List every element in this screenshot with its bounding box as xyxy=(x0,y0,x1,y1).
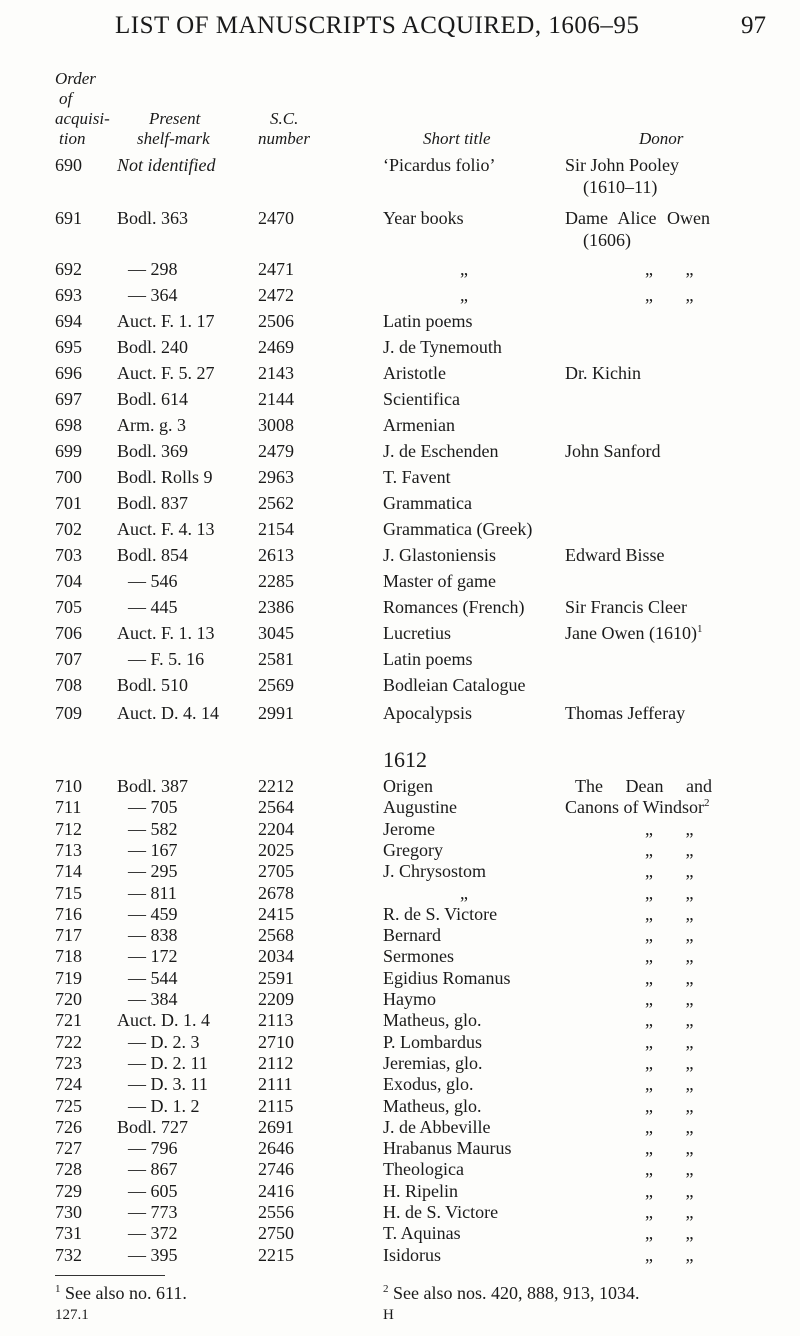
short-title: T. Favent xyxy=(383,467,451,487)
shelf-mark: — D. 2. 11 xyxy=(128,1053,208,1073)
table-row xyxy=(0,568,800,594)
short-title: Gregory xyxy=(383,840,443,860)
sc-number: 2113 xyxy=(258,1010,294,1030)
short-title: Theologica xyxy=(383,1159,464,1179)
shelf-mark: — 172 xyxy=(128,946,178,966)
order-number: 718 xyxy=(55,946,82,966)
sc-number: 2562 xyxy=(258,493,294,513)
shelf-mark: — 867 xyxy=(128,1159,178,1179)
order-number: 726 xyxy=(55,1117,82,1137)
donor: Thomas Jefferay xyxy=(565,703,686,723)
order-number: 713 xyxy=(55,840,82,860)
donor: „ „ xyxy=(645,861,694,881)
sc-number: 2416 xyxy=(258,1181,294,1201)
order-number: 715 xyxy=(55,883,82,903)
order-number: 690 xyxy=(55,155,82,175)
shelf-heading-line: shelf-mark xyxy=(137,129,210,148)
shelf-mark: — 395 xyxy=(128,1245,178,1265)
sc-heading xyxy=(258,109,310,149)
donor: Jane Owen (1610) xyxy=(565,623,697,643)
shelf-mark: Not identified xyxy=(117,155,216,175)
table-row xyxy=(0,700,800,726)
order-number: 703 xyxy=(55,545,82,565)
shelf-mark: — 796 xyxy=(128,1138,178,1158)
order-number: 706 xyxy=(55,623,82,643)
order-number: 698 xyxy=(55,415,82,435)
shelf-mark: — 167 xyxy=(128,840,178,860)
order-number: 705 xyxy=(55,597,82,617)
sc-number: 2991 xyxy=(258,703,294,723)
short-title: R. de S. Victore xyxy=(383,904,498,924)
order-number: 710 xyxy=(55,776,82,796)
order-number: 722 xyxy=(55,1032,82,1052)
short-title: Aristotle xyxy=(383,363,446,383)
shelf-mark: — 384 xyxy=(128,989,178,1009)
donor: „ „ xyxy=(645,904,694,924)
footnote-mark: 2 xyxy=(383,1283,389,1295)
shelf-mark: — 298 xyxy=(128,259,178,279)
short-title: J. Glastoniensis xyxy=(383,545,497,565)
short-title: Grammatica xyxy=(383,493,472,513)
table-row xyxy=(0,464,800,490)
sc-number: 2581 xyxy=(258,649,294,669)
signature-mark: 127.1 xyxy=(55,1307,89,1323)
footnote-mark: 1 xyxy=(55,1283,61,1295)
short-title: Hrabanus Maurus xyxy=(383,1138,512,1158)
short-title: Exodus, glo. xyxy=(383,1074,474,1094)
shelf-mark: Bodl. 363 xyxy=(117,208,189,228)
table-row xyxy=(0,646,800,672)
sc-number: 2591 xyxy=(258,968,294,988)
sc-number: 2144 xyxy=(258,389,294,409)
shelf-mark: — 838 xyxy=(128,925,178,945)
donor: „ „ xyxy=(645,1053,694,1073)
donor: „ „ xyxy=(645,1245,694,1265)
donor: Edward Bisse xyxy=(565,545,665,565)
order-number: 700 xyxy=(55,467,82,487)
short-title: „ xyxy=(460,285,468,305)
table-row xyxy=(0,334,800,360)
donor: Dame Alice Owen xyxy=(565,208,710,228)
order-number: 699 xyxy=(55,441,82,461)
short-title: Armenian xyxy=(383,415,455,435)
order-heading xyxy=(55,69,110,149)
donor: „ „ xyxy=(645,968,694,988)
table-row xyxy=(0,360,800,386)
short-title: J. de Abbeville xyxy=(383,1117,491,1137)
sc-number: 2034 xyxy=(258,946,294,966)
order-number: 694 xyxy=(55,311,82,331)
order-number: 714 xyxy=(55,861,82,881)
short-title: H. de S. Victore xyxy=(383,1202,499,1222)
short-title: Matheus, glo. xyxy=(383,1096,482,1116)
short-title: Latin poems xyxy=(383,311,473,331)
short-title: Isidorus xyxy=(383,1245,441,1265)
order-number: 725 xyxy=(55,1096,82,1116)
donor: „ „ xyxy=(645,946,694,966)
sc-number: 2705 xyxy=(258,861,294,881)
order-number: 729 xyxy=(55,1181,82,1201)
sc-number: 2415 xyxy=(258,904,294,924)
order-number: 719 xyxy=(55,968,82,988)
table-row xyxy=(0,1242,800,1268)
table-row xyxy=(0,386,800,412)
title-heading: Short title xyxy=(423,129,491,148)
table-row xyxy=(0,516,800,542)
sc-number: 2613 xyxy=(258,545,294,565)
shelf-mark: Bodl. 510 xyxy=(117,675,189,695)
short-title: Sermones xyxy=(383,946,454,966)
shelf-mark: Bodl. 837 xyxy=(117,493,189,513)
short-title: Latin poems xyxy=(383,649,473,669)
short-title: Bodleian Catalogue xyxy=(383,675,526,695)
sc-number: 2646 xyxy=(258,1138,294,1158)
short-title: Grammatica (Greek) xyxy=(383,519,533,539)
donor: „ „ xyxy=(645,883,694,903)
page-number: 97 xyxy=(741,12,766,39)
sc-number: 2212 xyxy=(258,776,294,796)
shelf-mark: Bodl. 614 xyxy=(117,389,189,409)
donor: „ „ xyxy=(645,1181,694,1201)
donor-heading: Donor xyxy=(639,129,684,148)
sc-number: 2215 xyxy=(258,1245,294,1265)
gathering-letter: H xyxy=(383,1307,394,1323)
shelf-mark: Auct. F. 5. 27 xyxy=(117,363,215,383)
donor-continuation: (1610–11) xyxy=(583,177,658,197)
table-row xyxy=(0,620,800,646)
short-title: Apocalypsis xyxy=(383,703,472,723)
sc-number: 2472 xyxy=(258,285,294,305)
donor: „ „ xyxy=(645,989,694,1009)
short-title: Matheus, glo. xyxy=(383,1010,482,1030)
donor: „ „ xyxy=(645,1010,694,1030)
sc-number: 2285 xyxy=(258,571,294,591)
short-title: Bernard xyxy=(383,925,441,945)
table-row xyxy=(0,438,800,464)
footnote-2 xyxy=(383,1280,640,1306)
order-number: 730 xyxy=(55,1202,82,1222)
shelf-mark: Auct. F. 1. 13 xyxy=(117,623,215,643)
donor: „ „ xyxy=(645,1096,694,1116)
shelf-mark: Bodl. 240 xyxy=(117,337,189,357)
donor: Canons of Windsor xyxy=(565,797,704,817)
shelf-mark: Arm. g. 3 xyxy=(117,415,186,435)
page-header xyxy=(0,8,800,48)
sc-number: 2556 xyxy=(258,1202,294,1222)
running-title: LIST OF MANUSCRIPTS ACQUIRED, 1606–95 xyxy=(115,12,640,39)
order-number: 731 xyxy=(55,1223,82,1243)
short-title: Haymo xyxy=(383,989,436,1009)
order-number: 708 xyxy=(55,675,82,695)
short-title: H. Ripelin xyxy=(383,1181,458,1201)
donor: Sir John Pooley xyxy=(565,155,680,175)
sc-number: 2750 xyxy=(258,1223,294,1243)
shelf-mark: — 459 xyxy=(128,904,178,924)
sc-heading-line: S.C. xyxy=(270,109,299,128)
shelf-mark: — 445 xyxy=(128,597,178,617)
order-number: 711 xyxy=(55,797,82,817)
order-number: 721 xyxy=(55,1010,82,1030)
sc-number: 2469 xyxy=(258,337,294,357)
order-heading-line: tion xyxy=(59,129,86,148)
donor: „ „ xyxy=(645,1138,694,1158)
shelf-mark: — F. 5. 16 xyxy=(128,649,205,669)
sc-number: 2471 xyxy=(258,259,294,279)
order-number: 732 xyxy=(55,1245,82,1265)
order-number: 702 xyxy=(55,519,82,539)
footnote-mark: 2 xyxy=(703,797,710,809)
year-heading: 1612 xyxy=(383,747,427,772)
donor: „ „ xyxy=(645,819,694,839)
footnote-text: See also no. 611. xyxy=(65,1283,187,1303)
sc-number: 2568 xyxy=(258,925,294,945)
order-number: 709 xyxy=(55,703,82,723)
shelf-mark: Bodl. 727 xyxy=(117,1117,189,1137)
table-row xyxy=(0,594,800,620)
donor: The Dean and xyxy=(575,776,712,796)
sc-number: 2710 xyxy=(258,1032,294,1052)
footnote-rule xyxy=(55,1275,165,1276)
short-title: ‘Picardus folio’ xyxy=(383,155,496,175)
short-title: T. Aquinas xyxy=(383,1223,461,1243)
footnote-mark: 1 xyxy=(696,623,703,635)
donor: John Sanford xyxy=(565,441,661,461)
sc-number: 2963 xyxy=(258,467,294,487)
order-number: 717 xyxy=(55,925,82,945)
donor: „ „ xyxy=(645,1117,694,1137)
short-title: J. de Tynemouth xyxy=(383,337,502,357)
sc-number: 2470 xyxy=(258,208,294,228)
short-title: Master of game xyxy=(383,571,496,591)
table-row xyxy=(0,205,800,231)
table-row xyxy=(0,152,800,178)
sc-number: 2678 xyxy=(258,883,294,903)
short-title: Lucretius xyxy=(383,623,451,643)
order-number: 720 xyxy=(55,989,82,1009)
table-row xyxy=(0,672,800,698)
order-number: 707 xyxy=(55,649,82,669)
shelf-mark: — 546 xyxy=(128,571,178,591)
shelf-mark: — 811 xyxy=(128,883,177,903)
table-row xyxy=(0,282,800,308)
donor: Sir Francis Cleer xyxy=(565,597,687,617)
short-title: „ xyxy=(460,883,468,903)
order-number: 691 xyxy=(55,208,82,228)
shelf-mark: Auct. D. 4. 14 xyxy=(117,703,219,723)
donor: „ „ xyxy=(645,1159,694,1179)
sc-number: 2112 xyxy=(258,1053,294,1073)
short-title: Origen xyxy=(383,776,433,796)
footnote-1 xyxy=(55,1280,187,1306)
short-title: P. Lombardus xyxy=(383,1032,482,1052)
donor: „ „ xyxy=(645,1202,694,1222)
donor: „ „ xyxy=(645,1074,694,1094)
footnotes xyxy=(0,1280,800,1306)
shelf-heading xyxy=(137,109,210,149)
donor-with-note xyxy=(565,620,702,646)
short-title: Romances (French) xyxy=(383,597,525,617)
order-number: 727 xyxy=(55,1138,82,1158)
order-number: 724 xyxy=(55,1074,82,1094)
order-heading-line: Order xyxy=(55,69,96,88)
sc-number: 2746 xyxy=(258,1159,294,1179)
shelf-mark: — D. 3. 11 xyxy=(128,1074,208,1094)
shelf-mark: — 372 xyxy=(128,1223,178,1243)
donor: „ „ xyxy=(645,1223,694,1243)
order-heading-line: acquisi- xyxy=(55,109,110,128)
table-row xyxy=(0,542,800,568)
donor: „ „ xyxy=(645,840,694,860)
order-number: 693 xyxy=(55,285,82,305)
short-title: Year books xyxy=(383,208,464,228)
shelf-mark: — D. 1. 2 xyxy=(128,1096,200,1116)
short-title: Scientifica xyxy=(383,389,460,409)
donor: „ „ xyxy=(645,285,694,305)
donor-continuation: (1606) xyxy=(583,230,631,250)
short-title: „ xyxy=(460,259,468,279)
shelf-mark: — 364 xyxy=(128,285,178,305)
sc-number: 2111 xyxy=(258,1074,293,1094)
order-number: 695 xyxy=(55,337,82,357)
shelf-mark: — D. 2. 3 xyxy=(128,1032,200,1052)
shelf-mark: — 605 xyxy=(128,1181,178,1201)
sc-number: 2479 xyxy=(258,441,294,461)
shelf-mark: — 705 xyxy=(128,797,178,817)
table-row xyxy=(0,256,800,282)
shelf-mark: Auct. F. 4. 13 xyxy=(117,519,215,539)
shelf-mark: — 295 xyxy=(128,861,178,881)
short-title: Jerome xyxy=(383,819,435,839)
shelf-mark: Auct. F. 1. 17 xyxy=(117,311,215,331)
shelf-mark: — 582 xyxy=(128,819,178,839)
short-title: Egidius Romanus xyxy=(383,968,511,988)
shelf-mark: — 773 xyxy=(128,1202,178,1222)
order-number: 696 xyxy=(55,363,82,383)
donor: „ „ xyxy=(645,259,694,279)
sc-heading-line: number xyxy=(258,129,310,148)
sc-number: 2204 xyxy=(258,819,294,839)
shelf-heading-line: Present xyxy=(149,109,201,128)
sc-number: 2025 xyxy=(258,840,294,860)
sc-number: 3045 xyxy=(258,623,294,643)
sc-number: 2564 xyxy=(258,797,294,817)
shelf-mark: Bodl. 369 xyxy=(117,441,189,461)
table-row xyxy=(0,412,800,438)
order-number: 716 xyxy=(55,904,82,924)
short-title: Jeremias, glo. xyxy=(383,1053,483,1073)
short-title: J. de Eschenden xyxy=(383,441,499,461)
sc-number: 2154 xyxy=(258,519,294,539)
shelf-mark: Bodl. Rolls 9 xyxy=(117,467,213,487)
order-number: 704 xyxy=(55,571,82,591)
order-number: 712 xyxy=(55,819,82,839)
sc-number: 2386 xyxy=(258,597,294,617)
order-number: 723 xyxy=(55,1053,82,1073)
sc-number: 2209 xyxy=(258,989,294,1009)
short-title: Augustine xyxy=(383,797,457,817)
shelf-mark: Bodl. 854 xyxy=(117,545,189,565)
table-row xyxy=(0,308,800,334)
order-number: 692 xyxy=(55,259,82,279)
table-row xyxy=(0,490,800,516)
order-heading-line: of xyxy=(59,89,73,108)
donor: „ „ xyxy=(645,925,694,945)
sc-number: 2115 xyxy=(258,1096,294,1116)
donor: Dr. Kichin xyxy=(565,363,641,383)
sc-number: 2506 xyxy=(258,311,294,331)
sc-number: 2569 xyxy=(258,675,294,695)
order-number: 701 xyxy=(55,493,82,513)
shelf-mark: Bodl. 387 xyxy=(117,776,189,796)
footnote-text: See also nos. 420, 888, 913, 1034. xyxy=(393,1283,640,1303)
short-title: J. Chrysostom xyxy=(383,861,487,881)
order-number: 697 xyxy=(55,389,82,409)
shelf-mark: Auct. D. 1. 4 xyxy=(117,1010,210,1030)
shelf-mark: — 544 xyxy=(128,968,178,988)
donor: „ „ xyxy=(645,1032,694,1052)
sc-number: 2691 xyxy=(258,1117,294,1137)
sc-number: 3008 xyxy=(258,415,294,435)
sc-number: 2143 xyxy=(258,363,294,383)
order-number: 728 xyxy=(55,1159,82,1179)
